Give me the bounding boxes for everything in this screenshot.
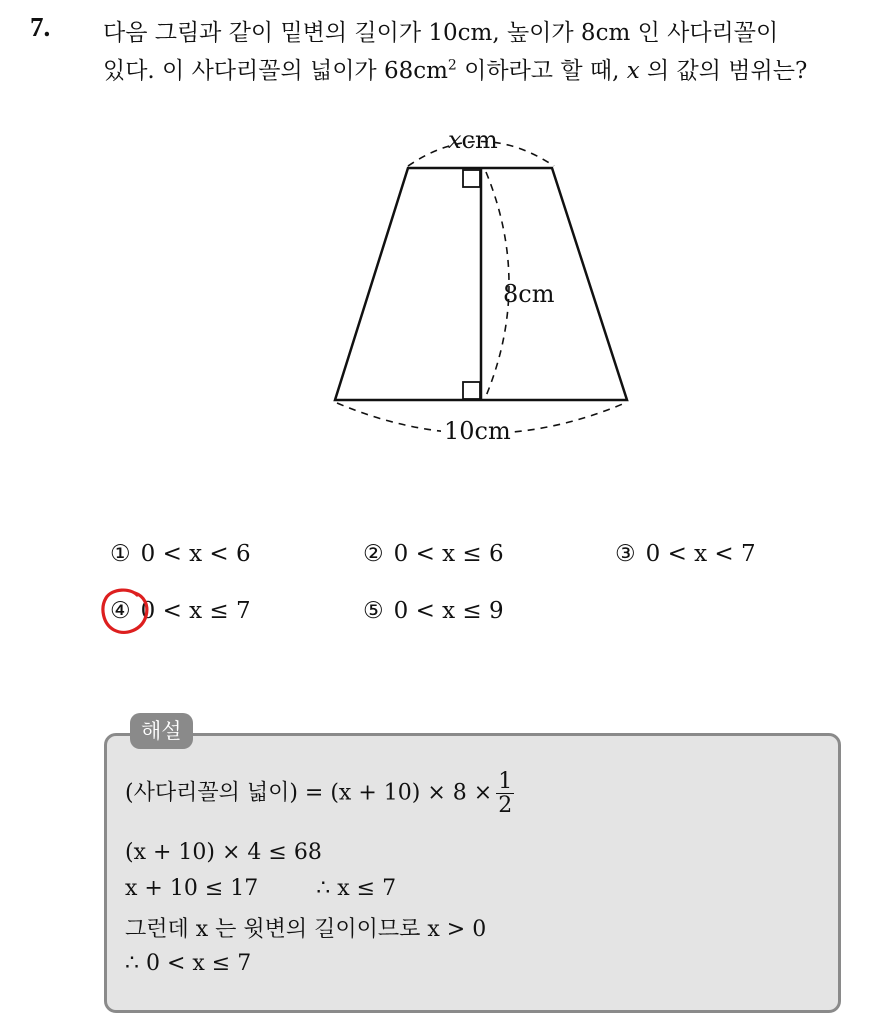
top-side-label: xcm [448,126,498,154]
trapezoid-figure [300,118,660,458]
question-text-line2: 있다. 이 사다리꼴의 넓이가 $68cm^2$ 이하라고 할 때, x 의 값의 범위는? [103,57,808,84]
right-angle-mark-top [463,170,480,187]
solution-line-5: ∴ 0 < x ≤ 7 [125,951,252,976]
choice-1[interactable]: ① 0 < x < 6 [110,541,251,567]
solution-line-2: (x + 10) × 4 ≤ 68 [125,840,322,865]
solution-line-4: 그런데 x 는 윗변의 길이이므로 x > 0 [125,917,487,942]
choice-4[interactable]: ④ 0 < x ≤ 7 [110,598,251,624]
height-label: 8cm [503,280,555,308]
choice-2[interactable]: ② 0 < x ≤ 6 [363,541,504,567]
choice-3[interactable]: ③ 0 < x < 7 [615,541,756,567]
trapezoid-diagram [300,118,660,458]
bottom-side-label: 10cm [441,417,514,445]
choice-5[interactable]: ⑤ 0 < x ≤ 9 [363,598,504,624]
solution-line-1: (사다리꼴의 넓이) = (x + 10) × 8 × $\frac{1}{2}$ [125,769,513,819]
fraction-one-half: $\frac{1}{2}$ [498,769,513,819]
solution-line-3: x + 10 ≤ 17 ∴ x ≤ 7 [125,876,397,901]
question-text-line1: 다음 그림과 같이 밑변의 길이가 10cm, 높이가 8cm 인 사다리꼴이 [103,20,779,46]
answer-circle-mark [98,586,152,638]
right-angle-mark-bottom [463,382,480,399]
solution-tag: 해설 [130,713,193,749]
question-number: 7. [30,12,51,42]
